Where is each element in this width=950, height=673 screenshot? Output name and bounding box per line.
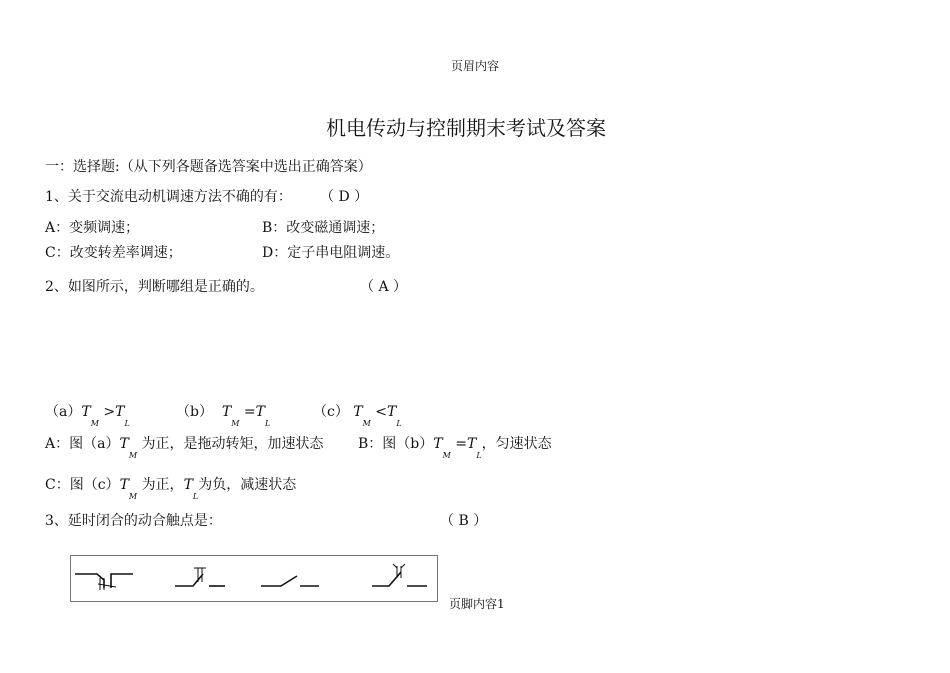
q2-option-c-prefix: C：图（c） [45,477,120,493]
page-title: 机电传动与控制期末考试及答案 [326,116,606,140]
case-b-label: （b） [176,404,213,420]
torque-symbol: T [433,436,443,452]
torque-symbol: T [255,404,265,420]
q1-option-b: B：改变磁通调速； [262,220,385,236]
section-heading: 一：选择题:（从下列各题备选答案中选出正确答案） [45,159,372,175]
subscript-m: M [128,492,138,501]
torque-symbol: T [353,404,363,420]
q1-option-d: D：定子串电阻调速。 [262,245,400,261]
q2-question: 2、如图所示，判断哪组是正确的。 [45,279,264,295]
q3-answer: （ B ） [440,513,488,529]
equals-sign: = [243,404,256,420]
torque-symbol: T [466,436,477,452]
torque-symbol: T [119,436,129,452]
q1-option-a: A：变频调速； [45,220,140,236]
subscript-l: L [264,419,271,428]
case-a-label: （a） [45,404,82,420]
contact-symbols-svg [71,556,437,601]
page-footer: 页脚内容1 [449,597,505,611]
q2-case-a [45,401,130,428]
q2-option-c-text-2: 为负，减速状态 [198,477,297,493]
q2-case-b [176,401,271,428]
torque-symbol: T [183,477,193,493]
q2-option-b-prefix: B：图（b） [358,436,434,452]
q2-option-c-text-1: 为正， [141,477,184,493]
q2-option-a-prefix: A：图（a） [45,436,120,452]
subscript-m: M [362,419,371,428]
subscript-m: M [128,451,138,460]
q2-option-a [45,433,324,460]
q2-option-a-text: 为正，是拖动转矩，加速状态 [141,436,324,452]
subscript-m: M [231,419,240,428]
torque-symbol: T [387,404,397,420]
q2-case-c [313,401,402,428]
contact-symbol-b [175,568,225,586]
q2-option-c [45,474,297,501]
subscript-l: L [192,492,199,501]
q2-option-b [358,433,552,460]
torque-symbol: T [81,404,91,420]
torque-symbol: T [119,477,129,493]
page-header: 页眉内容 [451,59,500,73]
subscript-l: L [124,419,130,428]
q2-answer: （ A ） [360,279,408,295]
case-c-label: （c） [313,404,349,420]
contact-symbol-c [261,576,319,586]
torque-symbol: T [115,404,125,420]
contact-symbol-d [372,564,427,586]
subscript-m: M [442,451,451,460]
less-than: < [375,404,388,420]
torque-symbol: T [221,404,232,420]
equals-sign: = [455,436,467,452]
q1-answer: （ D ） [320,189,369,205]
contact-symbols-figure [70,555,438,602]
greater-than: > [103,404,116,420]
q1-option-c: C：改变转差率调速； [45,245,182,261]
q1-question: 1、关于交流电动机调速方法不确的有： [45,189,292,205]
q3-question: 3、延时闭合的动合触点是： [45,513,222,529]
q2-option-b-text: ，匀速状态 [481,436,552,452]
subscript-l: L [396,419,402,428]
subscript-m: M [90,419,99,428]
contact-symbol-a [75,574,133,590]
subscript-l: L [476,451,482,460]
